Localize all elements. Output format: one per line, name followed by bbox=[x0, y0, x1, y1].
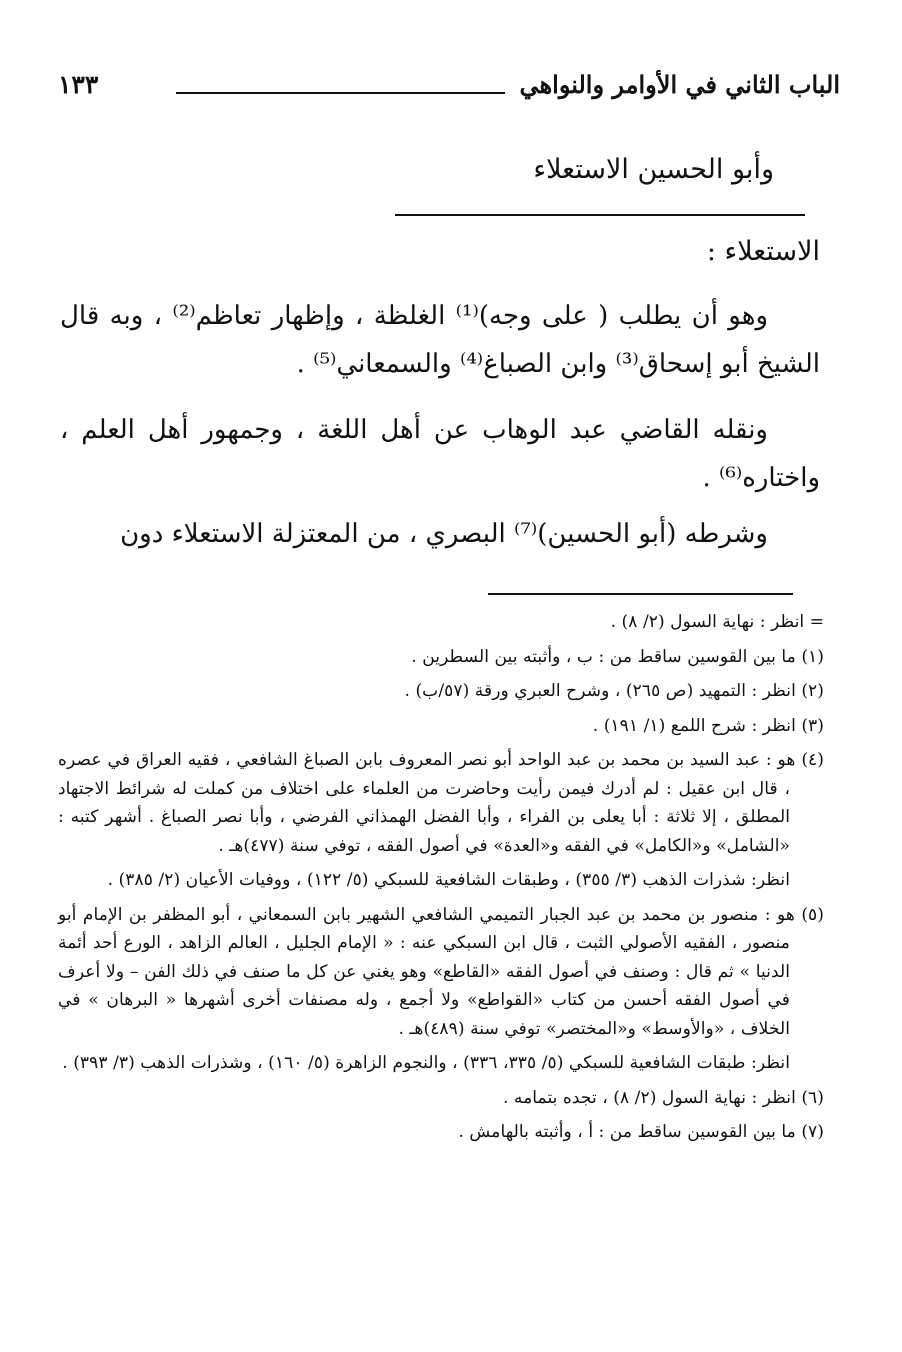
footnote-continuation: = انظر : نهاية السول (٢/ ٨) . bbox=[610, 612, 824, 632]
footnote-6: (٦) انظر : نهاية السول (٢/ ٨) ، تجده بتمامه . bbox=[502, 1087, 824, 1108]
footnote-5: (٥) هو : منصور بن محمد بن عبد الجبار التميمي الشافعي الشهير بابن السمعاني ، أبو المظفر بن الإمام أبو منصور ، الفقيه الأصولي الثبت ، قال ابن السبكي عنه : « الإمام الجليل ، العالم الزاهد ، الورع أحد أئمة الدنيا » ثم قال : وصنف في أصول الفقه «القاطع» وهو يغني عن كل ما صنف في ذلك الفن – ولا أعرف في أصول الفقه أحسن من كتاب «القواطع» ولا أجمع ، وله مصنفات أخرى أشهرها « البرهان » في الخلاف ، «والأوسط» و«المختصر» توفي سنة (٤٨٩)هـ . bbox=[58, 904, 824, 1039]
footnote-rule bbox=[488, 593, 793, 595]
footnote-4: (٤) هو : عبد السيد بن محمد بن عبد الواحد أبو نصر المعروف بابن الصباغ الشافعي ، فقيه العراق في عصره ، قال ابن عقيل : لم أدرك فيمن رأيت وحاضرت من العلماء على اختلاف من كملت له شرائط الاجتهاد المطلق ، إلا ثلاثة : أبا يعلى بن الفراء ، وأبا الفضل الهمذاني الفرضي ، وأبا نصر الصباغ . أشهر كتبه : «الشامل» و«الكامل» في الفقه و«العدة» في أصول الفقه ، توفي سنة (٤٧٧)هـ . bbox=[58, 750, 824, 856]
paragraph-2: ونقله القاضي عبد الوهاب عن أهل اللغة ، وجمهور أهل العلم ، واختاره⁽⁶⁾ . bbox=[60, 415, 820, 493]
footnote-2: (٢) انظر : التمهيد (ص ٢٦٥) ، وشرح العبري ورقة (٥٧/ب) . bbox=[404, 681, 824, 701]
paragraph-3: وشرطه (أبو الحسين)⁽⁷⁾ البصري ، من المعتزلة الاستعلاء دون bbox=[120, 519, 768, 549]
header-rule bbox=[176, 92, 505, 94]
section-heading: الاستعلاء : bbox=[706, 236, 820, 267]
section-rule bbox=[395, 214, 805, 216]
footnote-3: (٣) انظر : شرح اللمع (١/ ١٩١) . bbox=[592, 715, 824, 736]
footnote-5-references: انظر: طبقات الشافعية للسبكي (٥/ ٣٣٥، ٣٣٦) ، والنجوم الزاهرة (٥/ ١٦٠) ، وشذرات الذهب (٣/ ٣٩٣) . bbox=[62, 1053, 790, 1073]
footnote-4-references: انظر: شذرات الذهب (٣/ ٣٥٥) ، وطبقات الشافعية للسبكي (٥/ ١٢٢) ، ووفيات الأعيان (٢/ ٣٨٥) . bbox=[107, 870, 790, 890]
footnote-1: (١) ما بين القوسين ساقط من : ب ، وأثبته بين السطرين . bbox=[411, 646, 824, 667]
page-number: ١٣٣ bbox=[58, 70, 99, 99]
footnotes bbox=[58, 608, 824, 1153]
main-text bbox=[60, 292, 820, 576]
carryover-line: وأبو الحسين الاستعلاء bbox=[533, 154, 774, 185]
running-header bbox=[58, 70, 840, 114]
footnote-7: (٧) ما بين القوسين ساقط من : أ ، وأثبته بالهامش . bbox=[458, 1122, 824, 1142]
paragraph-1: وهو أن يطلب ( على وجه)⁽¹⁾ الغلظة ، وإظهار تعاظم⁽²⁾ ، وبه قال الشيخ أبو إسحاق⁽³⁾ وابن الصباغ⁽⁴⁾ والسمعاني⁽⁵⁾ . bbox=[60, 301, 820, 379]
chapter-title: الباب الثاني في الأوامر والنواهي bbox=[519, 70, 840, 99]
